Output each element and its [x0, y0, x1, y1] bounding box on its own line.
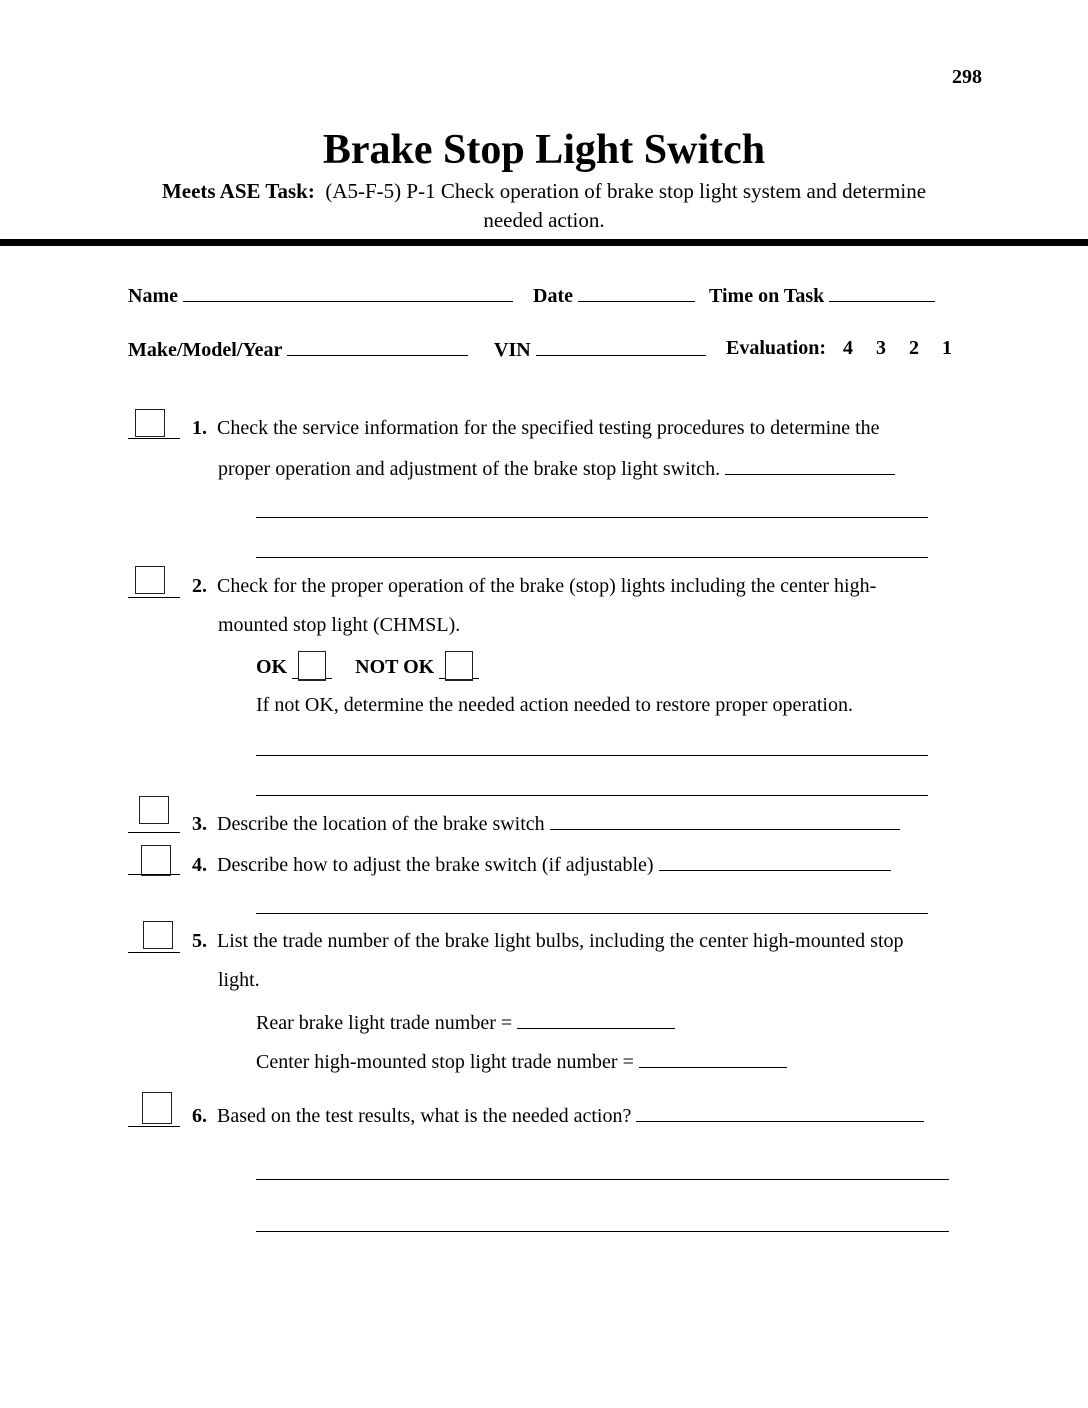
- task-6-checkbox[interactable]: [142, 1092, 172, 1124]
- task-2-line2: mounted stop light (CHMSL).: [218, 614, 461, 636]
- vin-row: [494, 337, 706, 362]
- task-6-number: 6.: [192, 1105, 207, 1127]
- chmsl-trade-number-label: Center high-mounted stop light trade number =: [256, 1051, 634, 1073]
- ase-task-text-2: needed action.: [483, 208, 605, 232]
- task-2-answer-line-2[interactable]: [256, 795, 928, 796]
- task-4-answer-line-1[interactable]: [256, 913, 928, 914]
- not-ok-label: NOT OK: [355, 656, 435, 678]
- ase-task-subtitle: [110, 177, 978, 235]
- task-5-line1: 5. List the trade number of the brake light bulbs, including the center high-mounted stop: [192, 930, 904, 952]
- task-1-answer-line-2[interactable]: [256, 557, 928, 558]
- task-2-number: 2.: [192, 575, 207, 597]
- task-1-number: 1.: [192, 417, 207, 439]
- evaluation-label: Evaluation:: [726, 337, 827, 359]
- date-input[interactable]: [578, 283, 695, 302]
- date-field-row: [533, 283, 695, 308]
- header-divider: [0, 239, 1088, 246]
- task-5-number: 5.: [192, 930, 207, 952]
- ase-task-label: Meets ASE Task:: [161, 179, 315, 203]
- vin-label: VIN: [494, 339, 531, 361]
- task-4-checkbox[interactable]: [141, 845, 171, 876]
- rear-trade-number-label: Rear brake light trade number =: [256, 1012, 513, 1034]
- evaluation-score-2[interactable]: 2: [909, 337, 920, 359]
- chmsl-trade-number-input[interactable]: [639, 1049, 787, 1068]
- task-4-answer-inline[interactable]: [659, 852, 891, 871]
- rear-trade-number-input[interactable]: [517, 1010, 675, 1029]
- ok-label: OK: [256, 656, 288, 678]
- task-4-line1: 4. Describe how to adjust the brake switch (if adjustable): [192, 852, 891, 877]
- rear-trade-number-row: [256, 1010, 675, 1035]
- evaluation-score-1[interactable]: 1: [942, 337, 953, 359]
- task-3-number: 3.: [192, 813, 207, 835]
- task-1-checkbox[interactable]: [135, 409, 165, 437]
- page-number: 298: [952, 66, 982, 88]
- evaluation-score-4[interactable]: 4: [843, 337, 854, 359]
- task-2-check-line: [128, 597, 180, 598]
- task-3-line1: 3. Describe the location of the brake switch: [192, 811, 900, 836]
- not-ok-checkbox[interactable]: [445, 651, 473, 681]
- time-on-task-input[interactable]: [829, 283, 935, 302]
- task-2-answer-line-1[interactable]: [256, 755, 928, 756]
- task-1-line2: proper operation and adjustment of the brake stop light switch.: [218, 456, 895, 481]
- chmsl-trade-number-row: [256, 1049, 787, 1074]
- task-1-answer-line-1[interactable]: [256, 517, 928, 518]
- task-4-number: 4.: [192, 854, 207, 876]
- ok-checkbox[interactable]: [298, 651, 326, 681]
- task-6-check-line: [128, 1126, 180, 1127]
- make-model-year-label: Make/Model/Year: [128, 339, 283, 361]
- task-6-answer-line-1[interactable]: [256, 1179, 949, 1180]
- page-title: Brake Stop Light Switch: [322, 127, 766, 173]
- task-2-line1: 2. Check for the proper operation of the brake (stop) lights including the center high-: [192, 575, 877, 597]
- make-model-year-input[interactable]: [287, 337, 468, 356]
- name-input[interactable]: [183, 283, 513, 302]
- name-field-row: [128, 283, 513, 308]
- task-3-answer-inline[interactable]: [550, 811, 900, 830]
- vin-input[interactable]: [536, 337, 706, 356]
- evaluation-row: [726, 337, 952, 360]
- task-5-line2: light.: [218, 969, 260, 991]
- task-3-check-line: [128, 832, 180, 833]
- task-2-followup: If not OK, determine the needed action needed to restore proper operation.: [256, 694, 853, 716]
- task-4-check-line: [128, 874, 180, 875]
- task-6-answer-line-2[interactable]: [256, 1231, 949, 1232]
- task-6-line1: 6. Based on the test results, what is the needed action?: [192, 1103, 924, 1128]
- task-2-ok-row: [256, 651, 479, 681]
- task-2-checkbox[interactable]: [135, 566, 165, 594]
- task-1-answer-inline[interactable]: [725, 456, 895, 475]
- task-3-checkbox[interactable]: [139, 796, 169, 824]
- time-on-task-row: [709, 283, 935, 308]
- name-label: Name: [128, 285, 178, 307]
- evaluation-score-3[interactable]: 3: [876, 337, 887, 359]
- task-5-checkbox[interactable]: [143, 921, 173, 949]
- make-model-year-row: [128, 337, 468, 362]
- ase-task-text: (A5-F-5) P-1 Check operation of brake stop light system and determine: [325, 179, 927, 203]
- time-on-task-label: Time on Task: [709, 285, 825, 307]
- task-6-answer-inline[interactable]: [636, 1103, 924, 1122]
- task-5-check-line: [128, 952, 180, 953]
- date-label: Date: [533, 285, 573, 307]
- task-1-check-line: [128, 438, 180, 439]
- task-1-line1: 1. Check the service information for the specified testing procedures to determine the: [192, 417, 880, 439]
